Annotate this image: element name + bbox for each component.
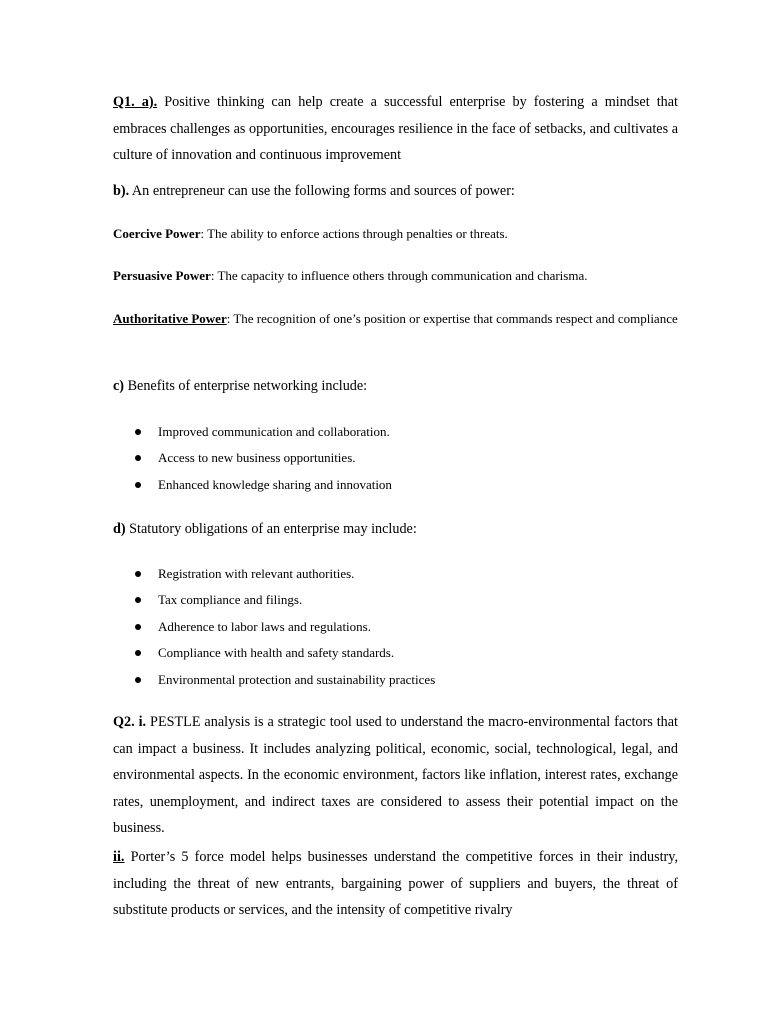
power-term: Coercive Power (113, 226, 201, 241)
q1a-label: Q1. a). (113, 94, 158, 110)
q1b-text: An entrepreneur can use the following forms and sources of power: (129, 183, 515, 199)
bullet-icon (135, 597, 141, 603)
list-item: Access to new business opportunities. (113, 448, 678, 474)
q1c-paragraph (113, 376, 678, 396)
power-coercive (113, 224, 678, 244)
q2ii-paragraph (113, 844, 678, 924)
q1a-text: Positive thinking can help create a successful enterprise by fostering a mindset that embraces challenges as opportunities, encourages resilience in the face of setbacks, and cultivates a culture of innovation and continuous improvement (113, 94, 678, 163)
q1c-text: Benefits of enterprise networking include: (124, 378, 368, 394)
power-term: Persuasive Power (113, 268, 211, 283)
list-item: Compliance with health and safety standards. (113, 643, 678, 669)
power-desc: : The ability to enforce actions through penalties or threats. (200, 226, 508, 241)
list-item: Enhanced knowledge sharing and innovation (113, 475, 678, 501)
list-item: Tax compliance and filings. (113, 590, 678, 616)
bullet-icon (135, 624, 141, 630)
q2i-label: Q2. i. (113, 714, 147, 730)
list-item: Environmental protection and sustainability practices (113, 670, 678, 696)
q1c-label: c) (113, 378, 125, 394)
q1d-paragraph (113, 519, 678, 539)
list-item: Registration with relevant authorities. (113, 564, 678, 590)
q1b-paragraph (113, 181, 678, 201)
q1d-list (113, 564, 678, 696)
q1a-paragraph (113, 89, 678, 169)
bullet-icon (135, 571, 141, 577)
power-term: Authoritative Power (113, 311, 227, 326)
power-desc: : The recognition of one’s position or expertise that commands respect and compliance (226, 311, 678, 326)
bullet-icon (135, 455, 141, 461)
bullet-icon (135, 429, 141, 435)
power-desc: : The capacity to influence others through communication and charisma. (210, 268, 588, 283)
q1b-label: b). (113, 183, 130, 199)
list-item: Improved communication and collaboration. (113, 422, 678, 448)
q2ii-text: Porter’s 5 force model helps businesses understand the competitive forces in their industry, including the threat of new entrants, bargaining power of suppliers and buyers, the threat of substitute products or services, and the intensity of competitive rivalry (113, 849, 678, 918)
power-authoritative (113, 306, 678, 331)
q1d-label: d) (113, 521, 126, 537)
power-persuasive (113, 266, 678, 286)
q2i-text: PESTLE analysis is a strategic tool used to understand the macro-environmental factors that can impact a business. It includes analyzing political, economic, social, technological, legal, and environmental aspects. In the economic environment, factors like inflation, interest rates, exchange rates, unemployment, and indirect taxes are considered to assess their potential impact on the business. (113, 714, 678, 836)
bullet-icon (135, 677, 141, 683)
q2ii-label: ii. (113, 849, 125, 865)
q1d-text: Statutory obligations of an enterprise may include: (125, 521, 417, 537)
bullet-icon (135, 650, 141, 656)
bullet-icon (135, 482, 141, 488)
q2i-paragraph (113, 709, 678, 842)
list-item: Adherence to labor laws and regulations. (113, 617, 678, 643)
q1c-list (113, 422, 678, 501)
